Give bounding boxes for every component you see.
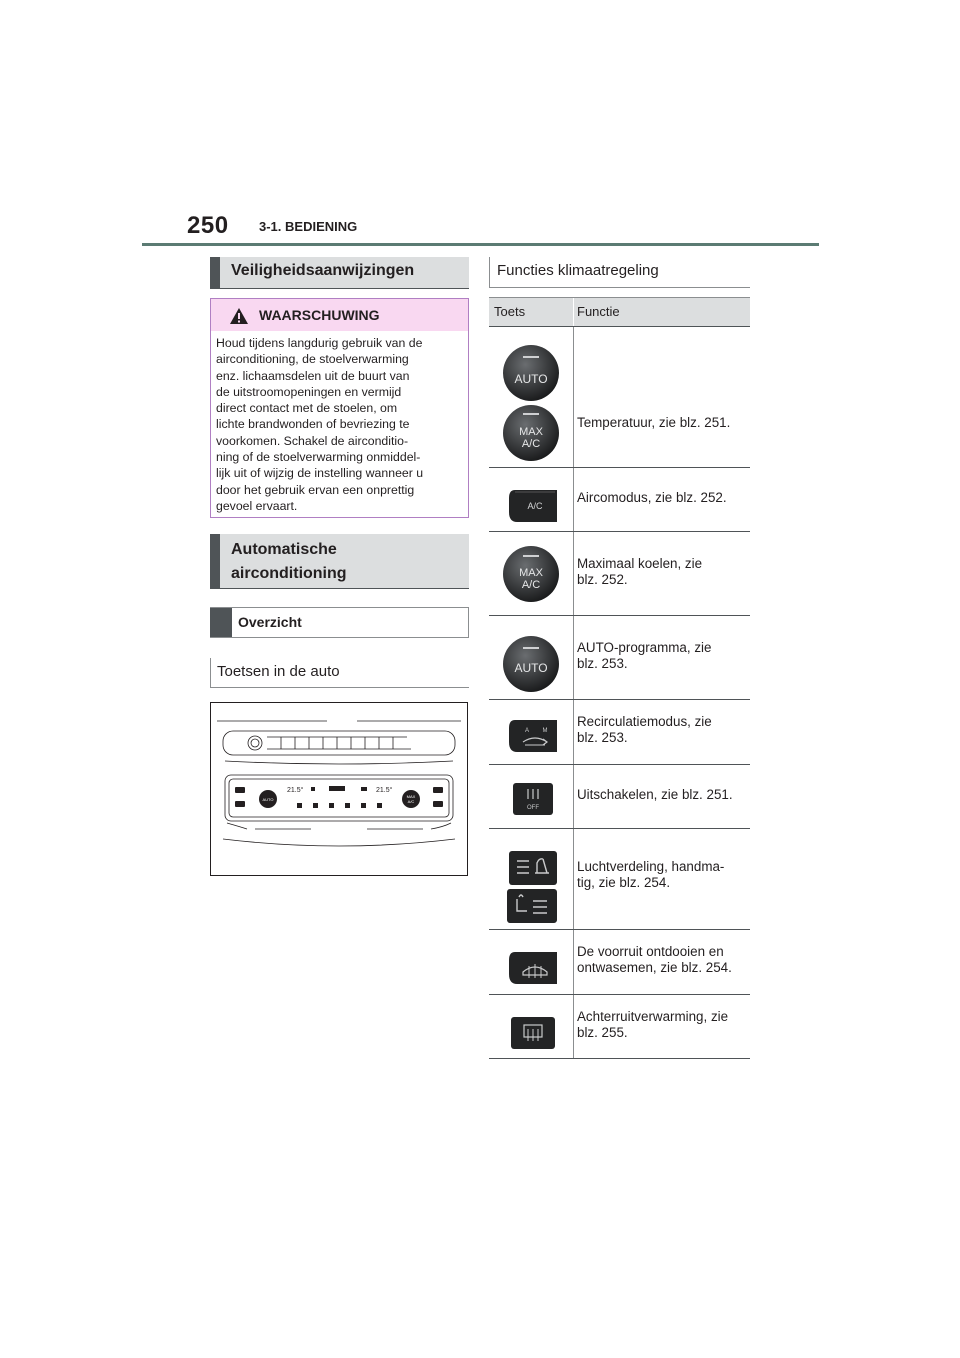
warning-line: de uitstroomopeningen en vermijd [216,384,402,399]
section-auto-ac-title-line2: airconditioning [231,565,347,582]
climate-panel-figure [210,702,468,876]
function-line: De voorruit ontdooien en [577,944,724,959]
warning-line: lijk uit of wijzig de instelling wanneer u [216,466,424,481]
table-row [489,995,750,1059]
warning-line: door het gebruik ervan een onprettig [216,482,415,497]
recirculation-button-icon [507,718,559,754]
panel-auto-label: AUTO [262,797,274,802]
panel-temp-right: 21.5° [376,787,393,794]
function-text [577,556,749,588]
svg-text:A/C: A/C [521,579,541,591]
function-text [577,1009,749,1041]
warning-triangle-icon [229,307,249,325]
warning-label: WAARSCHUWING [259,307,380,323]
climate-panel-illustration [211,703,467,875]
functions-table [489,297,750,1059]
function-line: blz. 252. [577,572,628,587]
table-row [489,616,750,700]
svg-text:A/C: A/C [527,501,543,511]
function-text [577,944,749,976]
subsection-functions-title: Functies klimaatregeling [497,262,659,279]
max-ac-button-icon [503,546,559,602]
off-button-icon [511,781,555,817]
function-text [577,640,749,672]
warning-line: airconditioning, de stoelverwarming [216,352,409,367]
warning-line: Houd tijdens langdurig gebruik van de [216,336,423,350]
auto-button-icon [503,636,559,692]
warning-line: ning of de stoelverwarming onmiddel- [216,450,421,465]
svg-text:A: A [524,728,530,734]
svg-text:M: M [542,728,548,734]
air-distribution-buttons-icon [505,849,559,925]
function-text [577,859,749,891]
panel-temp-left: 21.5° [287,787,304,794]
section-overview-title: Overzicht [238,614,302,630]
section-auto-ac-title [231,538,347,586]
page-number: 250 [187,212,229,239]
function-line: tig, zie blz. 254. [577,875,671,890]
ac-button-icon [507,488,559,524]
overview-accent [210,608,232,637]
function-line: Luchtverdeling, handma- [577,859,725,874]
warning-line: lichte brandwonden of bevriezing te [216,417,410,432]
warning-line: voorkomen. Schakel de airconditio- [216,433,409,448]
svg-text:MAX: MAX [519,567,543,579]
chapter-title: 3-1. BEDIENING [259,219,358,234]
section-safety-title: Veiligheidsaanwijzingen [231,262,415,279]
table-row [489,327,750,468]
function-line: ontwasemen, zie blz. 254. [577,960,732,975]
warning-line: enz. lichaamsdelen uit de buurt van [216,368,410,383]
warning-header [211,299,468,331]
function-line: Recirculatiemodus, zie [577,714,712,729]
auto-and-max-ac-buttons-icon [503,343,559,463]
function-line: blz. 253. [577,730,628,745]
function-line: Temperatuur, zie blz. 251. [577,415,731,430]
function-line: AUTO-programma, zie [577,640,712,655]
svg-text:AUTO: AUTO [514,372,548,386]
subsection-buttons [210,658,469,688]
table-header [489,297,750,327]
warning-box [210,298,469,518]
panel-ac-label: A/C [407,799,415,804]
warning-line: gevoel ervaart. [216,498,298,513]
col-header-key: Toets [494,304,526,319]
front-defrost-button-icon [507,950,559,986]
subsection-functions [489,257,750,288]
function-line: Maximaal koelen, zie [577,556,703,571]
table-row [489,468,750,532]
panel-max-label: MAX [406,794,416,799]
function-line: Achterruitverwarming, zie [577,1009,729,1024]
function-text [577,415,749,431]
warning-text [216,335,466,514]
header-rule [142,243,819,246]
section-auto-ac [210,534,469,589]
table-row [489,765,750,829]
function-line: blz. 253. [577,656,628,671]
col-header-function: Functie [577,304,620,319]
svg-text:MAX: MAX [519,426,543,438]
svg-text:AUTO: AUTO [514,661,548,675]
rear-window-heater-button-icon [509,1015,557,1051]
svg-text:A/C: A/C [521,438,541,450]
table-row [489,532,750,616]
section-auto-ac-title-line1: Automatische [231,541,337,558]
table-row [489,829,750,930]
table-row [489,930,750,995]
function-text [577,714,749,746]
warning-line: direct contact met de stoelen, om [216,401,398,416]
function-line: blz. 255. [577,1025,628,1040]
function-text [577,787,749,803]
function-text [577,490,749,506]
subsection-buttons-title: Toetsen in de auto [217,663,340,680]
section-overview [210,607,469,638]
function-line: Aircomodus, zie blz. 252. [577,490,727,505]
section-safety [210,257,469,289]
table-row [489,700,750,765]
svg-text:OFF: OFF [527,805,539,811]
function-line: Uitschakelen, zie blz. 251. [577,787,733,802]
